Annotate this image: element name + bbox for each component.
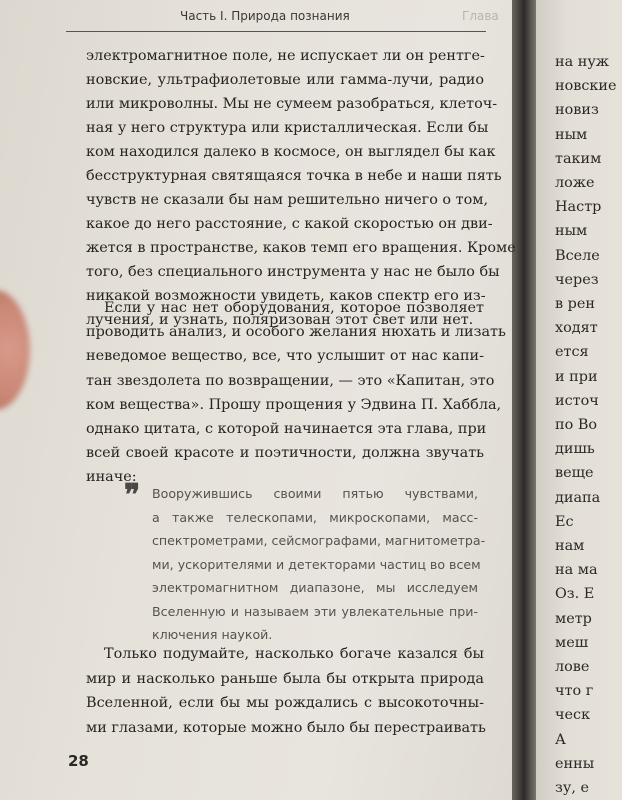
text-line: Вооружившись своими пятью чувствами, [152, 486, 478, 501]
facing-page-line: ется [555, 344, 589, 361]
facing-running-head: Глава [462, 9, 499, 23]
text-line: электромагнитное поле, не испускает ли он рентге- [86, 48, 485, 64]
facing-page-line: источ [555, 392, 599, 409]
text-line: ком находился далеко в космосе, он выглядел бы как [86, 144, 496, 160]
facing-page-line: на нуж [555, 54, 610, 70]
text-line: ком вещества». Прошу прощения у Эдвина П. Хаббла, [86, 396, 502, 413]
facing-page-line: ным [555, 223, 588, 240]
facing-page-line: Настр [555, 199, 602, 216]
text-line: ная у него структура или кристаллическая. Если бы [86, 120, 489, 136]
facing-page-line: ходят [555, 320, 598, 337]
facing-page-line: ческ [555, 707, 591, 724]
facing-page-line: Ес [555, 513, 574, 530]
running-head: Часть I. Природа познания [180, 9, 350, 23]
facing-page-line: меш [555, 634, 589, 651]
text-line: лучения, и узнать, поляризован этот свет или нет. [86, 312, 474, 328]
facing-page-line: дишь [555, 441, 595, 458]
text-line: чувств не сказали бы нам решительно ничего о том, [86, 192, 489, 208]
text-line: новские, ультрафиолетовые или гамма-лучи, радио [86, 72, 484, 88]
text-line: или микроволны. Мы не сумеем разобраться, клеточ- [86, 96, 498, 112]
text-line: однако цитата, с которой начинается эта глава, при [86, 421, 487, 437]
text-line: какое до него расстояние, с какой скоростью он дви- [86, 216, 493, 232]
text-line: жется в пространстве, каков темп его вращения. Кроме [86, 240, 516, 256]
facing-page-line: нам [555, 538, 585, 554]
book-gutter [512, 0, 536, 800]
facing-page-line: енны [555, 755, 595, 772]
text-line: неведомое вещество, все, что услышит от нас капи- [86, 348, 484, 365]
facing-page-line: что г [555, 683, 594, 700]
facing-page-line: зу, е [555, 780, 589, 796]
facing-page-line: через [555, 271, 599, 288]
text-line: электромагнитном диапазоне, мы исследуем [152, 580, 478, 595]
page-number: 28 [68, 752, 89, 770]
text-line: а также телескопами, микроскопами, масс- [152, 509, 478, 525]
facing-page-line: новиз [555, 102, 599, 119]
text-line: бесструктурная святящаяся точка в небе и наши пять [86, 168, 502, 184]
facing-page-line: таким [555, 150, 602, 167]
facing-page-line: лове [555, 659, 590, 675]
facing-page-line: ложе [555, 175, 595, 191]
facing-page-line: Вселе [555, 247, 600, 264]
facing-page-line: ным [555, 126, 588, 143]
text-line: Вселенной, если бы мы рождались с высокоточны- [86, 695, 484, 711]
facing-page-line: Оз. Е [555, 586, 595, 603]
text-line: всей своей красоте и поэтичности, должна звучать [86, 445, 484, 462]
facing-page-line: веще [555, 465, 594, 482]
text-line: Только подумайте, насколько богаче казался бы [104, 646, 484, 662]
text-line: того, без специального инструмента у нас не было бы [86, 264, 500, 280]
facing-page-line: новские [555, 78, 617, 95]
quote-mark-icon: ❞ [124, 478, 141, 513]
text-line: ми глазами, которые можно было бы перестраивать [86, 719, 486, 736]
facing-page-line: по Во [555, 417, 598, 433]
text-line: проводить анализ, и особого желания нюхать и лизать [86, 324, 506, 341]
text-line: ми, ускорителями и детекторами частиц во всем [152, 556, 481, 572]
text-line: ключения наукой. [152, 627, 273, 642]
facing-page-line: метр [555, 610, 592, 627]
text-line: иначе: [86, 469, 137, 486]
text-line: мир и насколько раньше была бы открыта природа [86, 670, 484, 687]
facing-page-line: в рен [555, 296, 595, 312]
facing-page-line: диапа [555, 489, 601, 506]
facing-page-line: А [555, 731, 566, 748]
text-line: Вселенную и называем эти увлекательные при- [152, 603, 478, 619]
text-line: тан звездолета по возвращении, — это «Капитан, это [86, 372, 495, 389]
facing-page-line: на ма [555, 562, 598, 579]
text-line: никакой возможности увидеть, каков спектр его из- [86, 288, 486, 304]
facing-page-line: и при [555, 368, 598, 385]
text-line: Если у нас нет оборудования, которое позволяет [104, 300, 484, 316]
text-line: спектрометрами, сейсмографами, магнитометра- [152, 533, 486, 548]
